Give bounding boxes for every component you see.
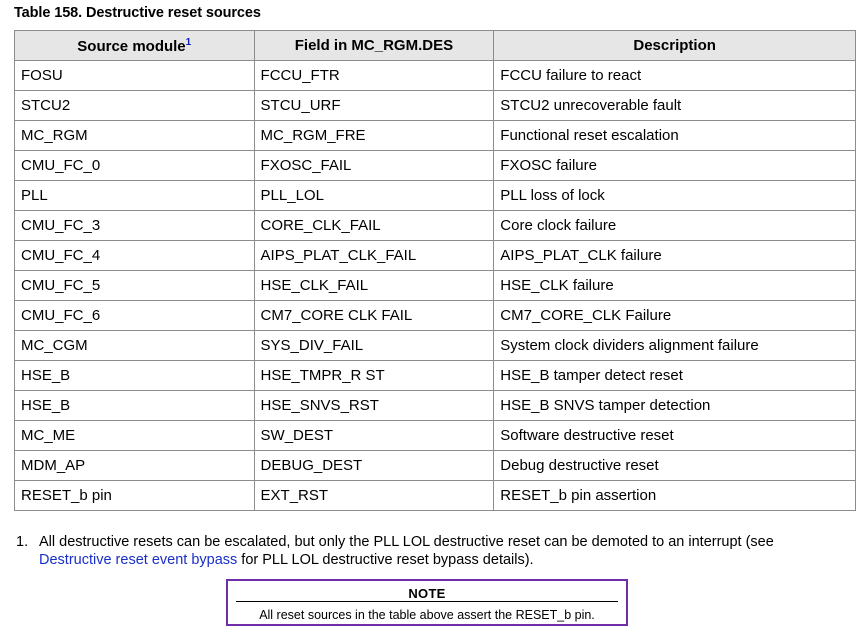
table-row xyxy=(15,451,856,481)
table-row xyxy=(15,481,856,511)
column-header-source-module xyxy=(15,31,255,61)
cell-description: Debug destructive reset xyxy=(494,451,856,481)
cell-description: HSE_B SNVS tamper detection xyxy=(494,391,856,421)
cell-field: CORE_CLK_FAIL xyxy=(254,211,494,241)
cell-field: AIPS_PLAT_CLK_FAIL xyxy=(254,241,494,271)
cell-field: FXOSC_FAIL xyxy=(254,151,494,181)
table-body xyxy=(15,61,856,511)
destructive-reset-table xyxy=(14,30,856,511)
column-header-label: Source module xyxy=(77,37,186,55)
table-caption: Table 158. Destructive reset sources xyxy=(14,5,261,21)
table-row xyxy=(15,121,856,151)
cell-field: DEBUG_DEST xyxy=(254,451,494,481)
cell-field: SYS_DIV_FAIL xyxy=(254,331,494,361)
table-row xyxy=(15,91,856,121)
note-box xyxy=(226,579,628,626)
cell-description: Functional reset escalation xyxy=(494,121,856,151)
cell-source-module: RESET_b pin xyxy=(15,481,255,511)
cell-source-module: HSE_B xyxy=(15,361,255,391)
footnote-text xyxy=(39,533,839,569)
cell-field: STCU_URF xyxy=(254,91,494,121)
cell-field: FCCU_FTR xyxy=(254,61,494,91)
cell-source-module: MDM_AP xyxy=(15,451,255,481)
table-row xyxy=(15,241,856,271)
table-row xyxy=(15,421,856,451)
table-header-row xyxy=(15,31,856,61)
column-header-field: Field in MC_RGM.DES xyxy=(254,31,494,61)
cell-source-module: CMU_FC_6 xyxy=(15,301,255,331)
column-header-description: Description xyxy=(494,31,856,61)
destructive-reset-bypass-link[interactable]: Destructive reset event bypass xyxy=(39,552,238,568)
cell-description: System clock dividers alignment failure xyxy=(494,331,856,361)
table-row xyxy=(15,61,856,91)
footnote-ref[interactable]: 1 xyxy=(185,36,192,48)
table-row xyxy=(15,301,856,331)
cell-source-module: CMU_FC_5 xyxy=(15,271,255,301)
cell-source-module: HSE_B xyxy=(15,391,255,421)
cell-description: Software destructive reset xyxy=(494,421,856,451)
cell-description: AIPS_PLAT_CLK failure xyxy=(494,241,856,271)
cell-field: CM7_CORE CLK FAIL xyxy=(254,301,494,331)
table-row xyxy=(15,391,856,421)
cell-description: HSE_CLK failure xyxy=(494,271,856,301)
cell-description: HSE_B tamper detect reset xyxy=(494,361,856,391)
table-row xyxy=(15,361,856,391)
cell-description: FCCU failure to react xyxy=(494,61,856,91)
footnote-number: 1. xyxy=(16,534,29,550)
cell-field: PLL_LOL xyxy=(254,181,494,211)
table-row xyxy=(15,181,856,211)
note-title: NOTE xyxy=(408,586,446,601)
note-body: All reset sources in the table above assert the RESET_b pin. xyxy=(259,608,595,622)
cell-description: CM7_CORE_CLK Failure xyxy=(494,301,856,331)
table-row xyxy=(15,151,856,181)
cell-description: STCU2 unrecoverable fault xyxy=(494,91,856,121)
cell-field: HSE_CLK_FAIL xyxy=(254,271,494,301)
cell-source-module: CMU_FC_4 xyxy=(15,241,255,271)
note-divider xyxy=(236,601,618,602)
cell-field: MC_RGM_FRE xyxy=(254,121,494,151)
footnote-text-after: for PLL LOL destructive reset bypass details). xyxy=(237,552,534,568)
footnote-text-before: All destructive resets can be escalated, but only the PLL LOL destructive reset can be demoted to an interrupt (see xyxy=(39,534,774,550)
cell-source-module: MC_RGM xyxy=(15,121,255,151)
cell-source-module: FOSU xyxy=(15,61,255,91)
table-row xyxy=(15,331,856,361)
cell-field: EXT_RST xyxy=(254,481,494,511)
cell-source-module: MC_CGM xyxy=(15,331,255,361)
cell-source-module: CMU_FC_3 xyxy=(15,211,255,241)
cell-field: HSE_SNVS_RST xyxy=(254,391,494,421)
cell-field: SW_DEST xyxy=(254,421,494,451)
cell-description: RESET_b pin assertion xyxy=(494,481,856,511)
cell-source-module: CMU_FC_0 xyxy=(15,151,255,181)
cell-description: FXOSC failure xyxy=(494,151,856,181)
table-row xyxy=(15,271,856,301)
table-row xyxy=(15,211,856,241)
cell-description: PLL loss of lock xyxy=(494,181,856,211)
cell-field: HSE_TMPR_R ST xyxy=(254,361,494,391)
cell-source-module: STCU2 xyxy=(15,91,255,121)
cell-source-module: MC_ME xyxy=(15,421,255,451)
cell-description: Core clock failure xyxy=(494,211,856,241)
cell-source-module: PLL xyxy=(15,181,255,211)
